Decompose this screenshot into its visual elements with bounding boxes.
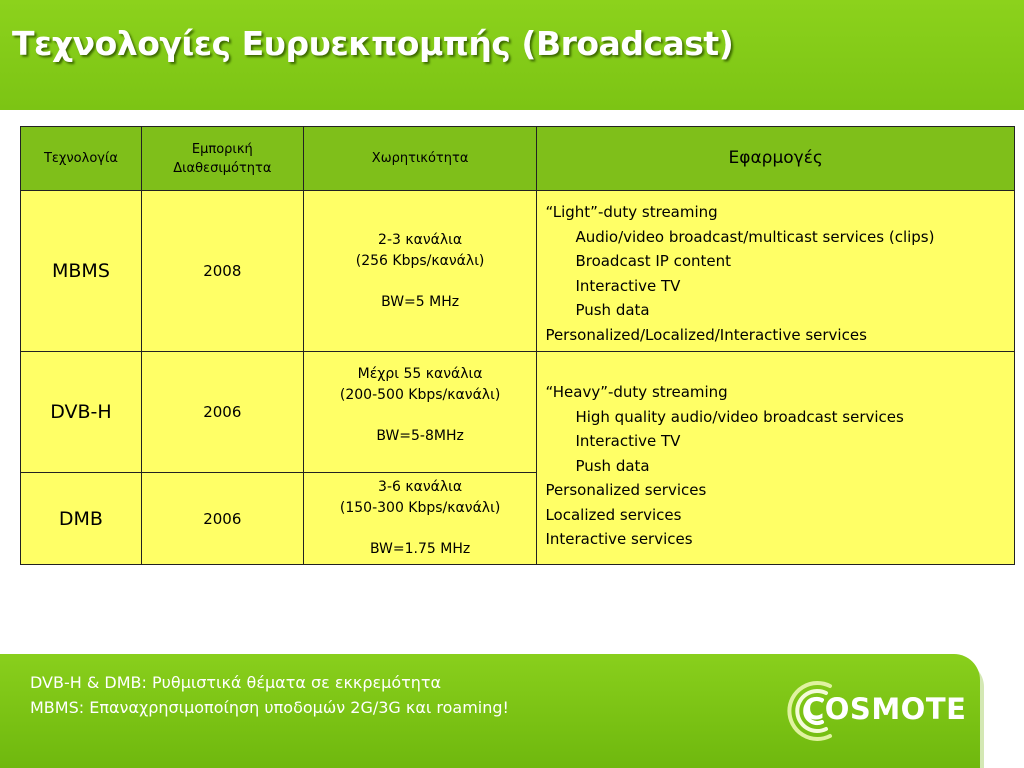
list-item: Push data (575, 456, 650, 475)
header-availability-line2: Διαθεσιμότητα (173, 160, 272, 176)
header-availability (141, 127, 303, 191)
applications-cell (537, 191, 1015, 352)
header-availability-line1: Εμπορική (191, 141, 253, 157)
capacity-cell (303, 473, 537, 565)
year-cell: 2006 (141, 473, 303, 565)
list-item: Interactive TV (575, 276, 681, 295)
capacity-rate: (150-300 Kbps/κανάλι) (339, 500, 501, 516)
list-item: Localized services (545, 505, 682, 524)
list-item: Personalized services (545, 481, 707, 500)
capacity-cell (303, 352, 537, 473)
capacity-rate: (200-500 Kbps/κανάλι) (339, 387, 501, 403)
technology-cell: MBMS (21, 191, 142, 352)
footer-note-mbms: MBMS: Επαναχρησιμοποίηση υποδομών 2G/3G και roaming! (30, 698, 509, 717)
technology-table (20, 126, 1015, 565)
list-item: Audio/video broadcast/multicast services (clips) (575, 227, 935, 246)
capacity-bandwidth: BW=5-8MHz (376, 428, 464, 444)
capacity-bandwidth: BW=5 MHz (381, 293, 460, 310)
year-cell: 2006 (141, 352, 303, 473)
header-capacity: Χωρητικότητα (303, 127, 537, 191)
capacity-bandwidth: BW=1.75 MHz (369, 541, 471, 557)
slide-title: Τεχνολογίες Ευρυεκπομπής (Broadcast) (12, 24, 734, 63)
table-header-row (21, 127, 1015, 191)
list-item: High quality audio/video broadcast services (575, 407, 904, 426)
technology-cell: DMB (21, 473, 142, 565)
list-item: Push data (575, 301, 650, 319)
list-item: “Light”-duty streaming (545, 203, 718, 221)
technology-cell: DVB-H (21, 352, 142, 473)
header-applications: Εφαρμογές (537, 127, 1015, 191)
table-row (21, 191, 1015, 352)
list-item: “Heavy”-duty streaming (545, 383, 728, 402)
cosmote-logo (786, 678, 967, 744)
list-item: Interactive services (545, 530, 693, 549)
list-item: Personalized/Localized/Interactive services (545, 325, 867, 344)
list-item: Interactive TV (575, 432, 681, 451)
table-row (21, 352, 1015, 473)
footer-note-dvbh-dmb: DVB-H & DMB: Ρυθμιστικά θέματα σε εκκρεμότητα (30, 673, 442, 692)
capacity-channels: 2-3 κανάλια (378, 231, 463, 248)
capacity-cell (303, 191, 537, 352)
applications-cell (537, 352, 1015, 565)
capacity-channels: Μέχρι 55 κανάλια (357, 366, 483, 382)
footer-notes (30, 670, 509, 720)
capacity-channels: 3-6 κανάλια (378, 479, 463, 495)
year-cell: 2008 (141, 191, 303, 352)
footer-bar (0, 654, 980, 768)
header-technology: Τεχνολογία (21, 127, 142, 191)
title-bar (0, 0, 1024, 110)
capacity-rate: (256 Kbps/κανάλι) (355, 252, 485, 269)
list-item: Broadcast IP content (575, 252, 732, 270)
logo-text: COSMOTE (803, 692, 967, 726)
